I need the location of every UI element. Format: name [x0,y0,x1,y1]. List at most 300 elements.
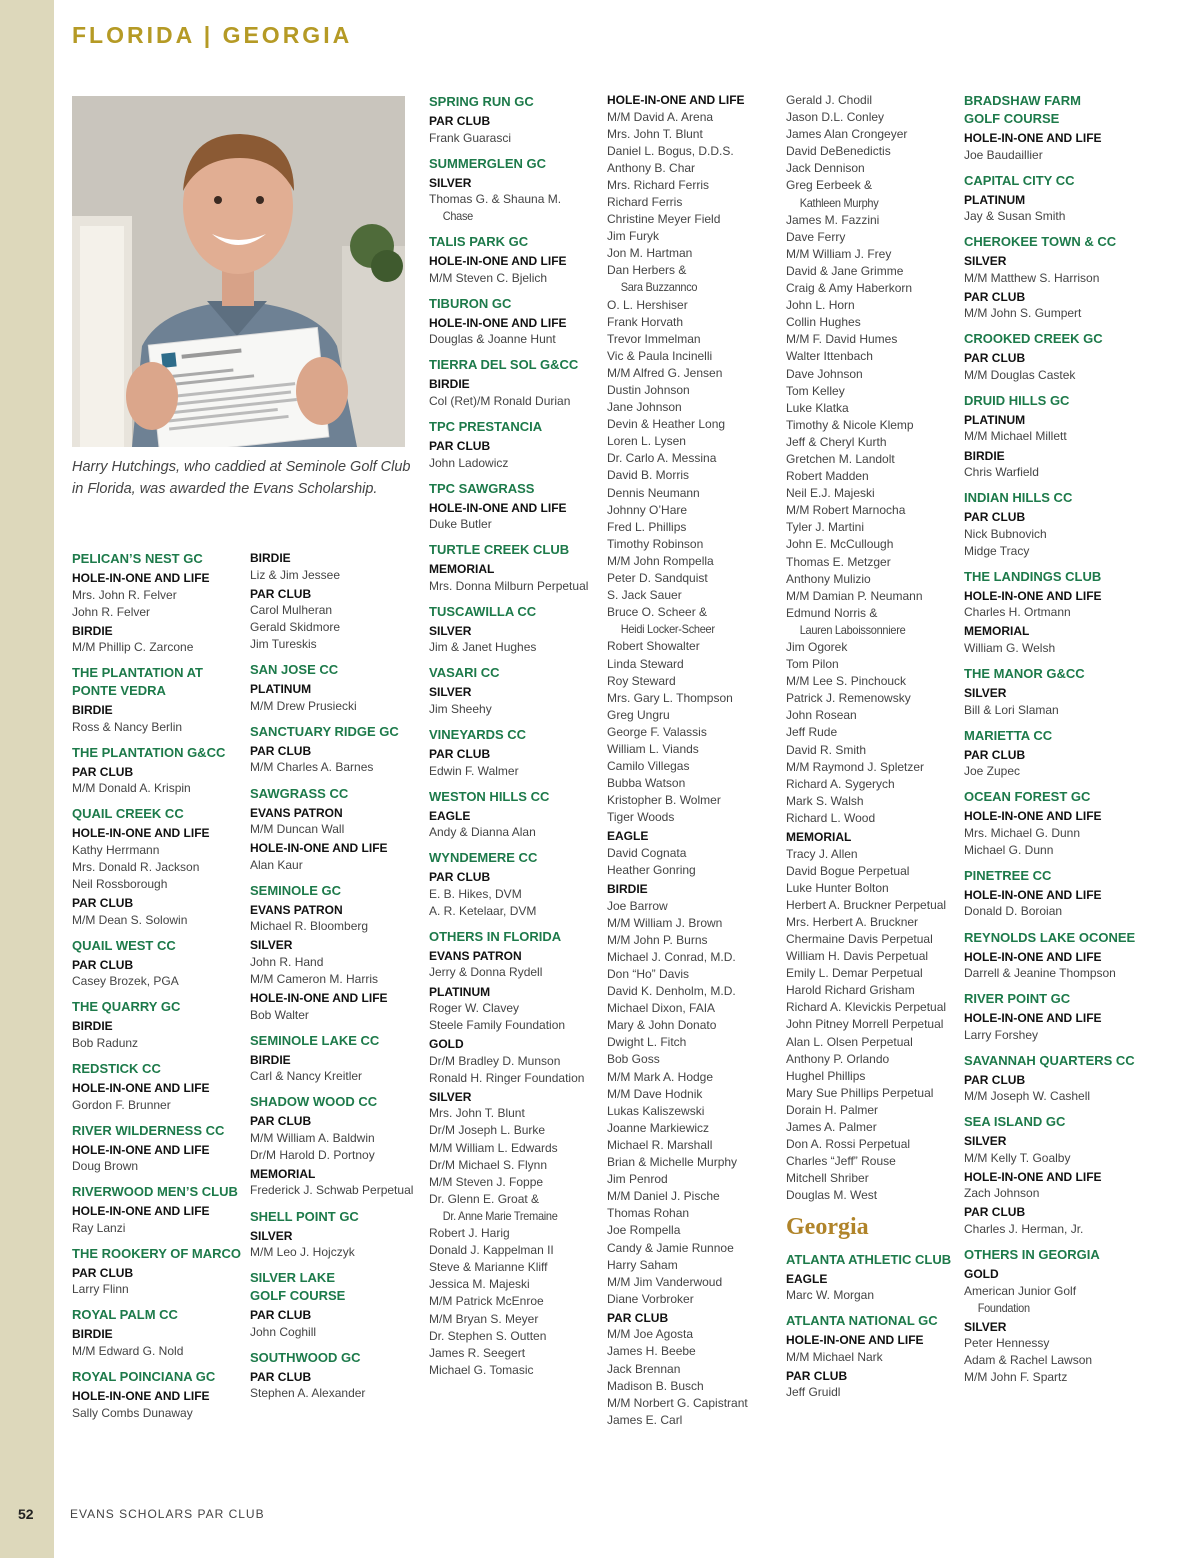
donor-name: Harold Richard Grisham [786,983,915,998]
giving-level: HOLE-IN-ONE AND LIFE [607,93,745,107]
giving-level: PLATINUM [429,984,491,999]
donor-name: Adam & Rachel Lawson [964,1353,1093,1368]
giving-level: HOLE-IN-ONE AND LIFE [250,991,388,1006]
donor-name: Mrs. Richard Ferris [607,177,710,192]
donor-name: Kathy Herrmann [72,842,160,857]
giving-level: HOLE-IN-ONE AND LIFE [429,315,567,330]
donor-name: John L. Horn [786,298,855,313]
donor-name: Bob Radunz [72,1035,139,1050]
donor-name: Timothy & Nicole Klemp [786,417,914,432]
club-heading: RIVER POINT GC [964,991,1071,1007]
club-heading: SUMMERGLEN GC [429,155,546,171]
club-heading: PINETREE CC [964,867,1052,883]
donor-name: William H. Davis Perpetual [786,949,929,964]
donor-name: Michael J. Conrad, M.D. [607,949,736,964]
donor-name: Charles H. Ortmann [964,605,1071,620]
donor-name: Jeff & Cheryl Kurth [786,434,887,449]
donor-name: Neil Rossborough [72,877,168,892]
donor-name: Liz & Jim Jessee [250,567,341,582]
donor-name: Jay & Susan Smith [964,209,1066,224]
donor-name: Andy & Dianna Alan [429,825,536,840]
donor-name: M/M Steven J. Foppe [429,1174,544,1189]
giving-level: HOLE-IN-ONE AND LIFE [72,1081,210,1096]
giving-level: BIRDIE [72,1327,113,1342]
donor-name: Jeff Gruidl [786,1385,841,1400]
giving-level: PAR CLUB [429,870,491,885]
donor-name: Christine Meyer Field [607,212,721,227]
club-heading: WESTON HILLS CC [429,788,550,804]
giving-level: BIRDIE [72,703,113,718]
donor-column-4 [607,92,779,1429]
donor-name: Madison B. Busch [607,1378,704,1393]
club-heading: REDSTICK CC [72,1061,161,1077]
donor-name: Carl & Nancy Kreitler [250,1069,363,1084]
club-heading: RIVERWOOD MEN’S CLUB [72,1184,238,1200]
donor-name: Mrs. Herbert A. Bruckner [786,914,919,929]
club-heading: INDIAN HILLS CC [964,490,1073,506]
giving-level: HOLE-IN-ONE AND LIFE [72,571,210,585]
donor-name: John Rosean [786,708,857,723]
donor-name: Doug Brown [72,1159,139,1174]
giving-level: PAR CLUB [429,439,491,454]
donor-name: Diane Vorbroker [607,1291,694,1306]
giving-level: SILVER [429,1089,472,1104]
donor-name: Mitchell Shriber [786,1171,869,1186]
donor-name: Frank Guarasci [429,130,512,145]
donor-name: Mrs. Donna Milburn Perpetual [429,578,589,593]
donor-name: M/M John P. Burns [607,932,708,947]
donor-name: Robert Madden [786,469,869,484]
donor-name: Casey Brozek, PGA [72,974,179,989]
donor-name: Edwin F. Walmer [429,763,519,778]
giving-level: PAR CLUB [250,586,312,601]
donor-name: E. B. Hikes, DVM [429,886,522,901]
donor-name: James Alan Crongeyer [786,127,908,142]
donor-name: Don A. Rossi Perpetual [786,1137,911,1152]
donor-name: David & Jane Grimme [786,263,904,278]
giving-level: PAR CLUB [72,896,134,911]
giving-level: PAR CLUB [786,1368,848,1383]
donor-name: Jane Johnson [607,400,682,415]
donor-name: Steve & Marianne Kliff [429,1260,548,1275]
donor-name: M/M Lee S. Pinchouck [786,674,907,689]
donor-name: Joanne Markiewicz [607,1120,710,1135]
giving-level: PAR CLUB [72,957,134,972]
donor-name: Dave Ferry [786,229,846,244]
donor-name: James R. Seegert [429,1345,526,1360]
donor-name: Dr. Carlo A. Messina [607,451,717,466]
donor-name: Jim & Janet Hughes [429,640,537,655]
donor-name: Douglas M. West [786,1188,878,1203]
donor-name: Tracy J. Allen [786,846,858,861]
giving-level: HOLE-IN-ONE AND LIFE [250,841,388,856]
giving-level: EAGLE [786,1271,828,1286]
donor-name: Anthony P. Orlando [786,1051,890,1066]
donor-name: Alan L. Olsen Perpetual [786,1034,913,1049]
donor-name-continued: Dr. Anne Marie Tremaine [442,1208,558,1223]
donor-name: Bob Goss [607,1052,660,1067]
donor-name: Greg Eerbeek & [786,178,873,193]
donor-name: Alan Kaur [250,857,303,872]
donor-name: O. L. Hershiser [607,297,688,312]
club-heading: WYNDEMERE CC [429,850,538,866]
donor-column-5 [786,92,958,1401]
donor-name: Douglas & Joanne Hunt [429,332,556,347]
donor-name: M/M William J. Brown [607,915,723,930]
donor-name: Jon M. Hartman [607,246,693,261]
club-heading: THE PLANTATION AT PONTE VEDRA [72,665,203,699]
donor-name: John E. McCullough [786,537,894,552]
donor-name: Tyler J. Martini [786,520,865,535]
donor-name-continued: Lauren Laboissonniere [799,622,906,637]
donor-name-continued: Sara Buzzannco [620,280,698,295]
donor-name: William L. Viands [607,741,699,756]
donor-name: M/M Donald A. Krispin [72,781,191,796]
giving-level: SILVER [964,1134,1007,1149]
donor-name: James E. Carl [607,1412,683,1427]
club-heading: SEA ISLAND GC [964,1114,1066,1130]
donor-name: Joe Baudaillier [964,147,1043,162]
page-number: 52 [18,1506,34,1522]
donor-column-3 [429,93,601,1379]
club-heading: QUAIL CREEK CC [72,806,184,822]
donor-name: Donald J. Kappelman II [429,1243,554,1258]
donor-name: Mark S. Walsh [786,793,864,808]
donor-name: Timothy Robinson [607,536,704,551]
donor-name: Thomas E. Metzger [786,554,891,569]
donor-name: Richard Ferris [607,194,683,209]
giving-level: HOLE-IN-ONE AND LIFE [786,1333,924,1348]
donor-name: M/M Cameron M. Harris [250,971,379,986]
donor-name: M/M Dean S. Solowin [72,912,188,927]
donor-name: Frank Horvath [607,314,684,329]
donor-name: M/M Steven C. Bjelich [429,270,548,285]
giving-level: HOLE-IN-ONE AND LIFE [964,131,1102,145]
donor-name: Darrell & Jeanine Thompson [964,966,1116,980]
donor-name: David DeBenedictis [786,144,891,159]
giving-level: PAR CLUB [607,1310,669,1325]
donor-name: M/M Daniel J. Pische [607,1189,720,1204]
club-heading: PELICAN’S NEST GC [72,551,203,566]
giving-level: PAR CLUB [964,510,1026,525]
giving-level: HOLE-IN-ONE AND LIFE [72,1142,210,1157]
donor-name: Emily L. Demar Perpetual [786,966,923,981]
donor-name: Thomas G. & Shauna M. [429,192,562,207]
donor-name: Tom Pilon [786,657,839,672]
giving-level: GOLD [964,1267,999,1282]
donor-column-6 [964,92,1136,1387]
donor-name: Loren L. Lysen [607,434,686,449]
donor-name: Heather Gonring [607,863,696,878]
donor-name: Hughel Phillips [786,1068,866,1083]
donor-name-continued: Foundation [977,1300,1030,1315]
donor-name: Dr/M Joseph L. Burke [429,1123,546,1138]
club-heading: THE PLANTATION G&CC [72,744,226,760]
giving-level: PAR CLUB [429,747,491,762]
donor-name: Brian & Michelle Murphy [607,1155,738,1170]
donor-name: Stephen A. Alexander [250,1386,366,1401]
donor-name: Nick Bubnovich [964,526,1047,541]
donor-name: Joe Barrow [607,898,668,913]
donor-name: M/M John F. Spartz [964,1370,1068,1385]
giving-level: PAR CLUB [72,1265,134,1280]
club-heading: DRUID HILLS GC [964,392,1070,408]
giving-level: PAR CLUB [429,114,491,128]
giving-level: PAR CLUB [250,1308,312,1323]
club-heading: VINEYARDS CC [429,727,527,743]
donor-name: James M. Fazzini [786,212,880,227]
donor-name: Gerald J. Chodil [786,93,873,107]
giving-level: SILVER [429,623,472,638]
donor-name: Dustin Johnson [607,383,690,397]
donor-name: Johnny O’Hare [607,502,688,517]
donor-name: John Pitney Morrell Perpetual [786,1017,944,1032]
giving-level: PAR CLUB [964,747,1026,762]
donor-name: Frederick J. Schwab Perpetual [250,1183,414,1198]
donor-name: M/M Drew Prusiecki [250,698,357,713]
donor-name: Tiger Woods [607,810,675,825]
club-heading: OTHERS IN FLORIDA [429,928,562,944]
donor-name: M/M John S. Gumpert [964,306,1082,321]
donor-name: M/M Phillip C. Zarcone [72,640,194,655]
club-heading: SAVANNAH QUARTERS CC [964,1052,1135,1068]
donor-name: Herbert A. Bruckner Perpetual [786,897,947,912]
club-heading: THE LANDINGS CLUB [964,568,1102,584]
donor-name: M/M Norbert G. Capistrant [607,1395,748,1410]
donor-name: A. R. Ketelaar, DVM [429,903,537,918]
club-heading: THE ROOKERY OF MARCO [72,1245,242,1261]
club-heading: SEMINOLE GC [250,882,342,898]
giving-level: EAGLE [607,829,649,844]
giving-level: SILVER [250,1228,293,1243]
donor-name: Marc W. Morgan [786,1288,875,1302]
donor-name: Bill & Lori Slaman [964,702,1059,717]
giving-level: PLATINUM [250,682,312,697]
giving-level: BIRDIE [72,1019,113,1034]
giving-level: BIRDIE [429,377,470,392]
donor-name: Michael G. Dunn [964,842,1054,857]
state-heading: Georgia [786,1213,869,1240]
donor-name: M/M Duncan Wall [250,822,345,837]
donor-name: Gordon F. Brunner [72,1097,171,1112]
donor-name: Dr/M Michael S. Flynn [429,1157,548,1172]
giving-level: HOLE-IN-ONE AND LIFE [964,949,1102,964]
donor-name: Jack Dennison [786,161,865,176]
donor-name: Dave Johnson [786,366,863,381]
donor-name: John R. Hand [250,954,324,969]
donor-name: Mrs. John T. Blunt [429,1106,525,1121]
giving-level: PAR CLUB [964,289,1026,304]
donor-name: Dr/M Bradley D. Munson [429,1053,561,1068]
giving-level: HOLE-IN-ONE AND LIFE [72,826,210,841]
donor-name: Jason D.L. Conley [786,110,885,125]
donor-name: David K. Denholm, M.D. [607,984,736,999]
donor-name: Devin & Heather Long [607,417,726,432]
photo-caption: Harry Hutchings, who caddied at Seminole Golf Club in Florida, was awarded the Evans Scholarship. [72,459,411,497]
club-heading: OCEAN FOREST GC [964,789,1091,805]
club-heading: TPC PRESTANCIA [429,419,543,435]
giving-level: PAR CLUB [964,1072,1026,1087]
donor-column-1 [72,550,244,1422]
club-heading: SPRING RUN GC [429,94,534,109]
donor-name: Michael R. Marshall [607,1137,713,1152]
donor-name: Gretchen M. Landolt [786,451,895,466]
giving-level: HOLE-IN-ONE AND LIFE [429,254,567,269]
donor-name: David R. Smith [786,742,867,757]
donor-name: M/M Michael Nark [786,1349,883,1364]
donor-name: M/M Jim Vanderwoud [607,1274,723,1289]
donor-name: Greg Ungru [607,707,670,722]
club-heading: BRADSHAW FARM GOLF COURSE [964,93,1081,126]
donor-name: Larry Forshey [964,1027,1039,1042]
donor-name: Richard L. Wood [786,810,876,825]
giving-level: PAR CLUB [964,1205,1026,1220]
donor-name: Chermaine Davis Perpetual [786,932,933,946]
donor-name: M/M Patrick McEnroe [429,1294,544,1309]
club-heading: TURTLE CREEK CLUB [429,542,570,558]
donor-name: Collin Hughes [786,315,861,330]
giving-level: SILVER [964,686,1007,701]
donor-name: Jim Furyk [607,229,659,244]
giving-level: HOLE-IN-ONE AND LIFE [72,1204,210,1219]
giving-level: EVANS PATRON [250,902,343,917]
club-heading: VASARI CC [429,665,500,681]
giving-level: SILVER [429,685,472,700]
donor-name-continued: Chase [442,209,474,224]
donor-name: Edmund Norris & [786,605,878,620]
donor-name: Peter D. Sandquist [607,571,708,586]
donor-name: Michael R. Bloomberg [250,919,369,934]
donor-name: Richard A. Klevickis Perpetual [786,1000,947,1015]
donor-name: American Junior Golf [964,1283,1077,1298]
donor-name: Tom Kelley [786,383,845,398]
donor-name: Peter Hennessy [964,1336,1050,1351]
donor-name: Mrs. Donald R. Jackson [72,860,200,875]
donor-name: Bruce O. Scheer & [607,605,708,620]
donor-name: Dr/M Harold D. Portnoy [250,1147,375,1162]
donor-name: Patrick J. Remenowsky [786,691,911,706]
giving-level: HOLE-IN-ONE AND LIFE [964,588,1102,603]
donor-name: David B. Morris [607,468,690,483]
giving-level: PLATINUM [964,192,1026,207]
donor-name: Mrs. John R. Felver [72,587,177,602]
club-heading: MARIETTA CC [964,727,1053,743]
club-heading: CHEROKEE TOWN & CC [964,234,1117,250]
donor-name: Don “Ho” Davis [607,967,690,981]
donor-name: Ross & Nancy Berlin [72,719,183,734]
donor-name-continued: Kathleen Murphy [799,195,879,210]
donor-name: Robert J. Harig [429,1226,510,1241]
donor-name: Mary & John Donato [607,1018,717,1033]
donor-name: Lukas Kaliszewski [607,1103,705,1118]
donor-name: M/M William A. Baldwin [250,1130,375,1145]
donor-name: Luke Klatka [786,400,849,415]
donor-name: Jim Sheehy [429,701,492,716]
donor-name: Trevor Immelman [607,331,701,346]
donor-name: Duke Butler [429,517,492,532]
club-heading: TALIS PARK GC [429,234,529,250]
donor-name: Joe Zupec [964,764,1021,779]
club-heading: TIBURON GC [429,295,512,311]
club-heading: ROYAL POINCIANA GC [72,1369,216,1384]
donor-name: M/M William L. Edwards [429,1140,558,1155]
donor-name: Col (Ret)/M Ronald Durian [429,393,571,408]
donor-name: Dwight L. Fitch [607,1035,687,1050]
giving-level: HOLE-IN-ONE AND LIFE [964,809,1102,824]
donor-name: M/M Charles A. Barnes [250,760,374,775]
donor-name: Candy & Jamie Runnoe [607,1240,734,1255]
donor-name: Neil E.J. Majeski [786,486,875,501]
donor-name: M/M Joe Agosta [607,1327,694,1342]
donor-name: Vic & Paula Incinelli [607,348,713,363]
giving-level: EAGLE [429,808,471,823]
club-heading: SEMINOLE LAKE CC [250,1032,380,1048]
donor-name: M/M Mark A. Hodge [607,1069,714,1084]
donor-name: Kristopher B. Wolmer [607,793,721,808]
donor-name: William G. Welsh [964,640,1056,655]
club-heading: QUAIL WEST CC [72,937,176,953]
club-heading: ATLANTA ATHLETIC CLUB [786,1251,952,1267]
donor-name: M/M Robert Marnocha [786,503,906,518]
club-heading: TPC SAWGRASS [429,480,535,496]
club-heading: THE MANOR G&CC [964,666,1085,682]
giving-level: BIRDIE [72,623,113,638]
donor-name: John R. Felver [72,604,151,619]
donor-name: M/M Michael Millett [964,429,1067,444]
donor-name: George F. Valassis [607,724,707,739]
donor-name: Zach Johnson [964,1186,1040,1201]
donor-name: John Coghill [250,1324,317,1339]
club-heading: ROYAL PALM CC [72,1307,178,1323]
donor-name: M/M Joseph W. Cashell [964,1089,1091,1104]
donor-name: John Ladowicz [429,455,509,470]
donor-name: Chris Warfield [964,465,1039,480]
club-heading: SHELL POINT GC [250,1208,359,1224]
donor-name: Walter Ittenbach [786,349,873,364]
donor-name: M/M Kelly T. Goalby [964,1150,1071,1165]
donor-name: M/M Douglas Castek [964,367,1076,382]
donor-name: M/M William J. Frey [786,246,892,261]
donor-name: M/M Damian P. Neumann [786,588,923,603]
donor-name: S. Jack Sauer [607,588,682,603]
donor-name: Mrs. Michael G. Dunn [964,825,1081,840]
donor-name: M/M Alfred G. Jensen [607,365,723,380]
donor-name: Craig & Amy Haberkorn [786,281,913,296]
giving-level: MEMORIAL [250,1166,316,1181]
donor-name: David Cognata [607,845,687,860]
club-heading: TIERRA DEL SOL G&CC [429,357,579,373]
donor-name: Anthony Mulizio [786,571,871,586]
club-heading: ATLANTA NATIONAL GC [786,1313,938,1329]
donor-name: Dan Herbers & [607,263,687,278]
donor-column-2 [250,550,422,1402]
giving-level: GOLD [429,1037,464,1052]
donor-name: Bob Walter [250,1007,309,1022]
donor-name: Ronald H. Ringer Foundation [429,1070,585,1085]
giving-level: PLATINUM [964,412,1026,427]
club-heading: CAPITAL CITY CC [964,172,1075,188]
giving-level: HOLE-IN-ONE AND LIFE [72,1389,210,1403]
giving-level: HOLE-IN-ONE AND LIFE [964,1169,1102,1184]
giving-level: HOLE-IN-ONE AND LIFE [964,887,1102,902]
giving-level: PAR CLUB [72,764,134,779]
giving-level: HOLE-IN-ONE AND LIFE [964,1011,1102,1026]
donor-name: Sally Combs Dunaway [72,1405,193,1420]
donor-name-continued: Heidi Locker-Scheer [620,622,715,637]
giving-level: MEMORIAL [429,562,495,577]
club-heading: REYNOLDS LAKE OCONEE [964,929,1136,945]
donor-name: Thomas Rohan [607,1206,690,1221]
